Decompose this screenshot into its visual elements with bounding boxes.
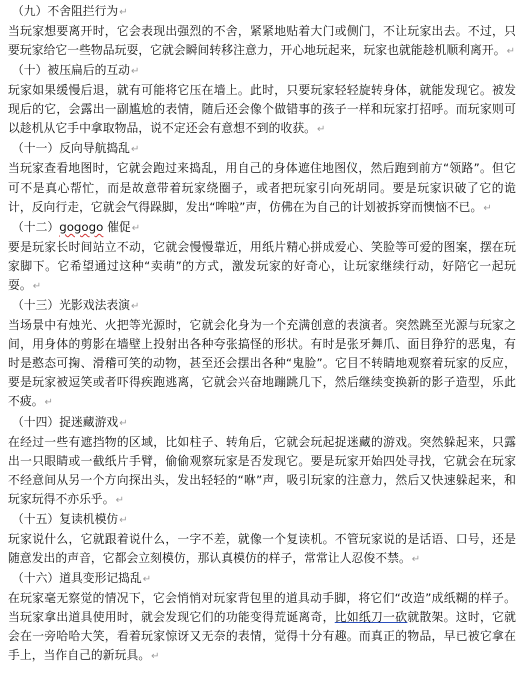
section-body: 在经过一些有遮挡物的区域，比如柱子、转角后，它就会玩起捉迷藏的游戏。突然躲起来，只露出一只眼睛或一截纸片手臂，偷偷观察玩家是否发现它。要是玩家开始四处寻找，它就会在玩家不经意间从另一个方向探出头，发出轻轻的“咻”声，吸引玩家的注意力，然后又快速躲起来，和玩家玩得不亦乐乎。↵	[8, 434, 516, 506]
section-heading: （十二）gogogo 催促↵	[12, 219, 141, 234]
paragraph-mark-icon: ↵	[119, 417, 128, 429]
paragraph-mark-icon: ↵	[119, 7, 128, 18]
paragraph-mark-icon: ↵	[317, 124, 326, 136]
paragraph-mark-icon: ↵	[483, 202, 492, 214]
paragraph-mark-icon: ↵	[411, 553, 421, 565]
paragraph-mark-icon: ↵	[32, 280, 42, 292]
section-heading: （十一）反向导航捣乱↵	[12, 141, 140, 156]
section-heading: （九）不舍阻拦行为↵	[12, 4, 128, 18]
paragraph-mark-icon: ↵	[506, 46, 516, 58]
section-heading: （十三）光影戏法表演↵	[12, 298, 140, 313]
section-heading: （十五）复读机模仿↵	[12, 511, 128, 526]
paragraph-mark-icon: ↵	[151, 651, 160, 663]
paragraph-mark-icon: ↵	[119, 514, 128, 526]
spellcheck-flagged-word[interactable]: gogogo	[59, 219, 104, 234]
section-heading: （十）被压扁后的互动↵	[12, 63, 140, 78]
section-body: 玩家如果缓慢后退，就有可能将它压在墙上。此时，只要玩家轻轻旋转身体，就能发现它。被发现后的它，会露出一副尴尬的表情，随后还会像个做错事的孩子一样和玩家打招呼。而玩家则可以趁机从它手中拿取物品，说不定还会有意想不到的收获。↵	[8, 83, 516, 136]
section-body: 在玩家毫无察觉的情况下，它会悄悄对玩家背包里的道具动手脚，将它们“改造”成纸糊的样子。当玩家拿出道具使用时，就会发现它们的功能变得荒诞离奇，比如纸刀一砍就散架。这时，它就会在一旁哈哈大笑，看着玩家惊讶又无奈的表情，觉得十分有趣。而真正的物品，早已被它拿在手上，当作自己的新玩具。↵	[8, 591, 516, 663]
paragraph-mark-icon: ↵	[44, 397, 53, 409]
section-body: 当玩家想要离开时，它会表现出强烈的不舍，紧紧地贴着大门或侧门，不让玩家出去。不过，只要玩家给它一些物品玩耍，它就会瞬间转移注意力，开心地玩起来，玩家也就能趁机顺利离开。↵	[8, 24, 516, 58]
section-heading: （十六）道具变形记捣乱↵	[12, 571, 152, 586]
paragraph-mark-icon: ↵	[130, 301, 140, 313]
section-10	[8, 61, 516, 139]
paragraph-mark-icon: ↵	[130, 144, 140, 156]
section-15	[8, 510, 516, 569]
section-body: 当玩家查看地图时，它就会跑过来捣乱，用自己的身体遮住地图仪，然后跑到前方“领路”。但它可不是真心帮忙，而是故意带着玩家绕圈子，或者把玩家引向死胡同。要是玩家识破了它的诡计，反向行走，它就会气得跺脚，发出“哞啦”声，仿佛在为自己的计划被拆穿而懊恼不已。↵	[8, 161, 516, 214]
paragraph-mark-icon: ↵	[131, 222, 141, 234]
section-14	[8, 413, 516, 510]
section-16	[8, 569, 516, 666]
underlined-phrase[interactable]: 比如纸刀一砍	[334, 610, 408, 625]
paragraph-mark-icon: ↵	[142, 574, 152, 586]
paragraph-mark-icon: ↵	[115, 494, 125, 506]
section-body: 玩家说什么，它就跟着说什么，一字不差，就像一个复读机。不管玩家说的是话语、口号，还是随意发出的声音，它都会立刻模仿，那认真模仿的样子，常常让人忍俊不禁。↵	[8, 531, 516, 565]
section-heading: （十四）捉迷藏游戏↵	[12, 414, 128, 429]
paragraph-mark-icon: ↵	[130, 66, 140, 78]
section-11	[8, 139, 516, 217]
section-12	[8, 218, 516, 296]
section-body: 要是玩家长时间站立不动，它就会慢慢靠近，用纸片精心拼成爱心、笑脸等可爱的图案，摆在玩家脚下。它希望通过这种“卖萌”的方式，激发玩家的好奇心，让玩家继续行动，好陪它一起玩耍。↵	[8, 239, 516, 292]
section-13	[8, 296, 516, 412]
section-9	[8, 2, 516, 61]
section-body: 当场景中有烛光、火把等光源时，它就会化身为一个充满创意的表演者。突然跳至光源与玩家之间，用身体的剪影在墙壁上投射出各种夸张搞怪的形状。有时是张牙舞爪、面目狰狞的恶鬼，有时是憨态可掬、滑稽可笑的动物，甚至还会摆出各种“鬼脸”。它目不转睛地观察着玩家的反应，要是玩家被逗笑或者吓得疾跑逃离，它就会兴奋地蹦跳几下，然后继续变换新的影子造型，乐此不疲。↵	[8, 318, 516, 409]
